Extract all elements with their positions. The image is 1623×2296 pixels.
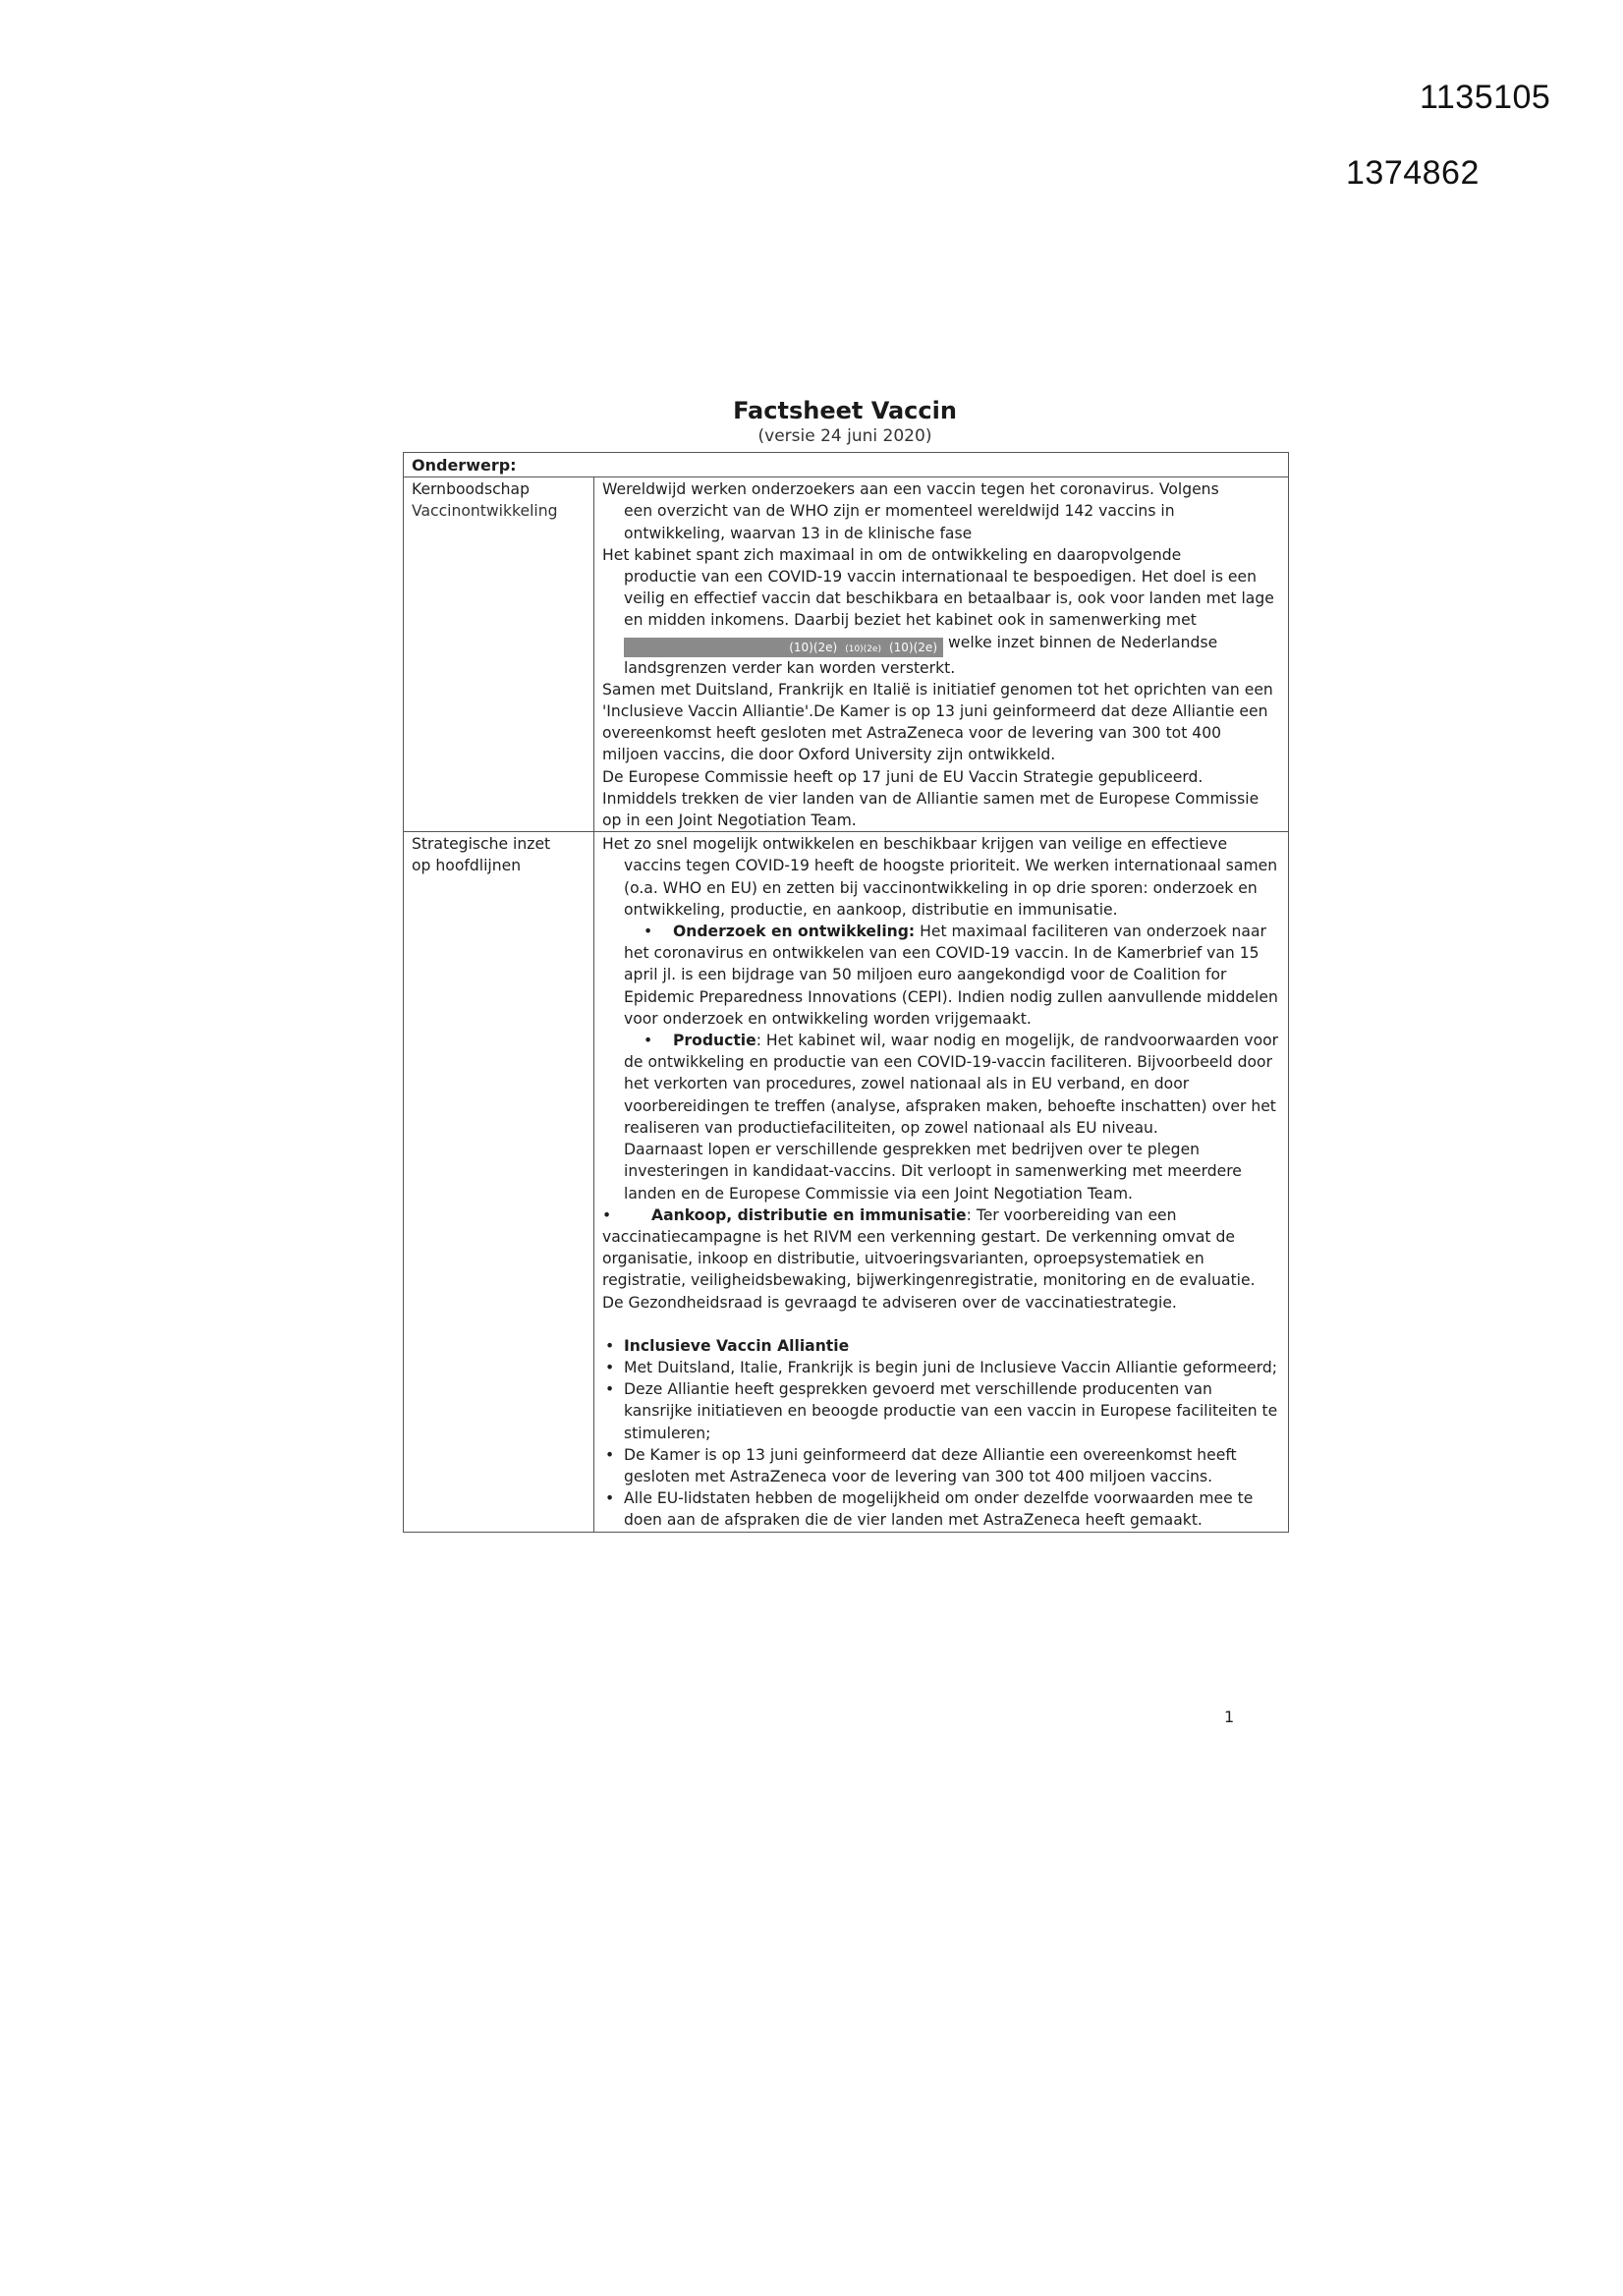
bullet-text: Het maximaal faciliteren van onderzoek naar het coronavirus en ontwikkelen van een COVID-19 vaccin. In de Kamerbrief van 15 april jl. is een bijdrage van 50 miljoen euro aangekondigd voor de Coalition for Epidemic Preparedness Innovations (CEPI). Indien nodig zullen aanvullende middelen voor onderzoek en ontwikkeling worden vrijgemaakt. (624, 923, 1278, 1028)
paragraph: Wereldwijd werken onderzoekers aan een vaccin tegen het coronavirus. Volgens (602, 480, 1219, 499)
redaction-mark: (10)(2e) (789, 640, 838, 654)
redaction-mark: (10)(2e) (845, 644, 881, 654)
document-number-2: 1374862 (1346, 154, 1480, 192)
list-heading: Inclusieve Vaccin Alliantie (624, 1336, 850, 1355)
row-label (404, 477, 594, 832)
row-content (594, 477, 1289, 832)
row-content (594, 832, 1289, 1532)
table-header: Onderwerp: (404, 453, 1289, 477)
bullet-title: Productie (673, 1032, 756, 1050)
row-label-line: Strategische inzet (412, 835, 551, 854)
paragraph: Samen met Duitsland, Frankrijk en Italië is initiatief genomen tot het oprichten van een 'Inclusieve Vaccin Alliantie'.De Kamer is op 13 juni geinformeerd dat deze Alliantie een overeenkomst heeft gesloten met AstraZeneca voor de levering van 300 tot 400 miljoen vaccins, die door Oxford University zijn ontwikkeld. (602, 680, 1273, 764)
list-item: • Deze Alliantie heeft gesprekken gevoerd met verschillende producenten van kansrijke initiatieven en beoogde productie van een vaccin in Europese faciliteiten te stimuleren; (602, 1378, 1280, 1444)
paragraph: Het kabinet spant zich maximaal in om de ontwikkeling en daaropvolgende (602, 545, 1182, 564)
list-item: • Met Duitsland, Italie, Frankrijk is begin juni de Inclusieve Vaccin Alliantie geformeerd; (602, 1357, 1280, 1378)
bullet-title: Aankoop, distributie en immunisatie (651, 1205, 967, 1224)
table-header-row (404, 453, 1289, 477)
bullet-item (602, 1030, 1280, 1139)
bullet-text: : Ter voorbereiding van een vaccinatiecampagne is het RIVM een verkenning gestart. De verkenning omvat de organisatie, inkoop en distributie, uitvoeringsvarianten, oproepsystematiek en registratie, veiligheidsbewaking, bijwerkingenregistratie, monitoring en de evaluatie. De Gezondheidsraad is gevraagd te adviseren over de vaccinatiestrategie. (602, 1205, 1256, 1312)
bullet-icon: • (644, 1032, 653, 1050)
bullet-text: : Het kabinet wil, waar nodig en mogelijk, de randvoorwaarden voor de ontwikkeling en productie van een COVID-19-vaccin faciliteren. Bijvoorbeeld door het verkorten van procedures, zowel nationaal als in EU verband, en door voorbereidingen te treffen (analyse, afspraken maken, behoefte inschatten) over het realiseren van productiefaciliteiten, op zowel nationaal als EU niveau. (624, 1032, 1279, 1137)
document-number-1: 1135105 (1420, 79, 1551, 116)
row-label-line: Vaccinontwikkeling (412, 502, 558, 521)
table-row (404, 477, 1289, 832)
row-label-line: op hoofdlijnen (412, 857, 522, 875)
paragraph-text: productie van een COVID-19 vaccin internationaal te bespoedigen. Het doel is een veilig en effectief vaccin dat beschikbara en betaalbaar is, ook voor landen met lage en midden inkomens. Daarbij beziet het kabinet ook in samenwerking met (624, 568, 1274, 630)
paragraph-text: welke inzet binnen de Nederlandse landsgrenzen verder kan worden versterkt. (624, 633, 1218, 677)
redaction-mark: (10)(2e) (888, 640, 937, 654)
bullet-icon: • (602, 1205, 612, 1224)
paragraph: Daarnaast lopen er verschillende gesprekken met bedrijven over te plegen investeringen in kandidaat-vaccins. Dit verloopt in samenwerking met meerdere landen en de Europese Commissie via een Joint Negotiation Team. (624, 1141, 1242, 1203)
list-item: • De Kamer is op 13 juni geinformeerd dat deze Alliantie een overeenkomst heeft gesloten met AstraZeneca voor de levering van 300 tot 400 miljoen vaccins. (602, 1444, 1280, 1487)
page-subtitle: (versie 24 juni 2020) (757, 426, 932, 446)
list-item (602, 1335, 1280, 1357)
bullet-item (602, 1204, 1280, 1314)
paragraph: een overzicht van de WHO zijn er momenteel wereldwijd 142 vaccins in ontwikkeling, waarvan 13 in de klinische fase (624, 502, 1175, 542)
bullet-title: Onderzoek en ontwikkeling: (673, 923, 916, 941)
alliance-list (602, 1335, 1280, 1532)
bullet-icon: • (644, 923, 653, 941)
factsheet-table (403, 452, 1289, 1533)
list-item: • Alle EU-lidstaten hebben de mogelijkheid om onder dezelfde voorwaarden mee te doen aan de afspraken die de vier landen met AstraZeneca heeft gemaakt. (602, 1487, 1280, 1531)
paragraph: vaccins tegen COVID-19 heeft de hoogste prioriteit. We werken internationaal samen (o.a. WHO en EU) en zetten bij vaccinontwikkeling in op drie sporen: onderzoek en ontwikkeling, productie, en aankoop, distributie en immunisatie. (624, 857, 1278, 919)
bullet-item (602, 921, 1280, 1030)
page-number: 1 (1224, 1708, 1235, 1726)
row-label-line: Kernboodschap (412, 480, 530, 499)
row-label (404, 832, 594, 1532)
paragraph: De Europese Commissie heeft op 17 juni de EU Vaccin Strategie gepubliceerd. Inmiddels trekken de vier landen van de Alliantie samen met de Europese Commissie op in een Joint Negotiation Team. (602, 767, 1259, 830)
table-row (404, 832, 1289, 1532)
page-title: Factsheet Vaccin (733, 397, 957, 424)
redaction-block (624, 638, 943, 657)
paragraph: Het zo snel mogelijk ontwikkelen en beschikbaar krijgen van veilige en effectieve (602, 835, 1228, 854)
paragraph (602, 566, 1280, 679)
